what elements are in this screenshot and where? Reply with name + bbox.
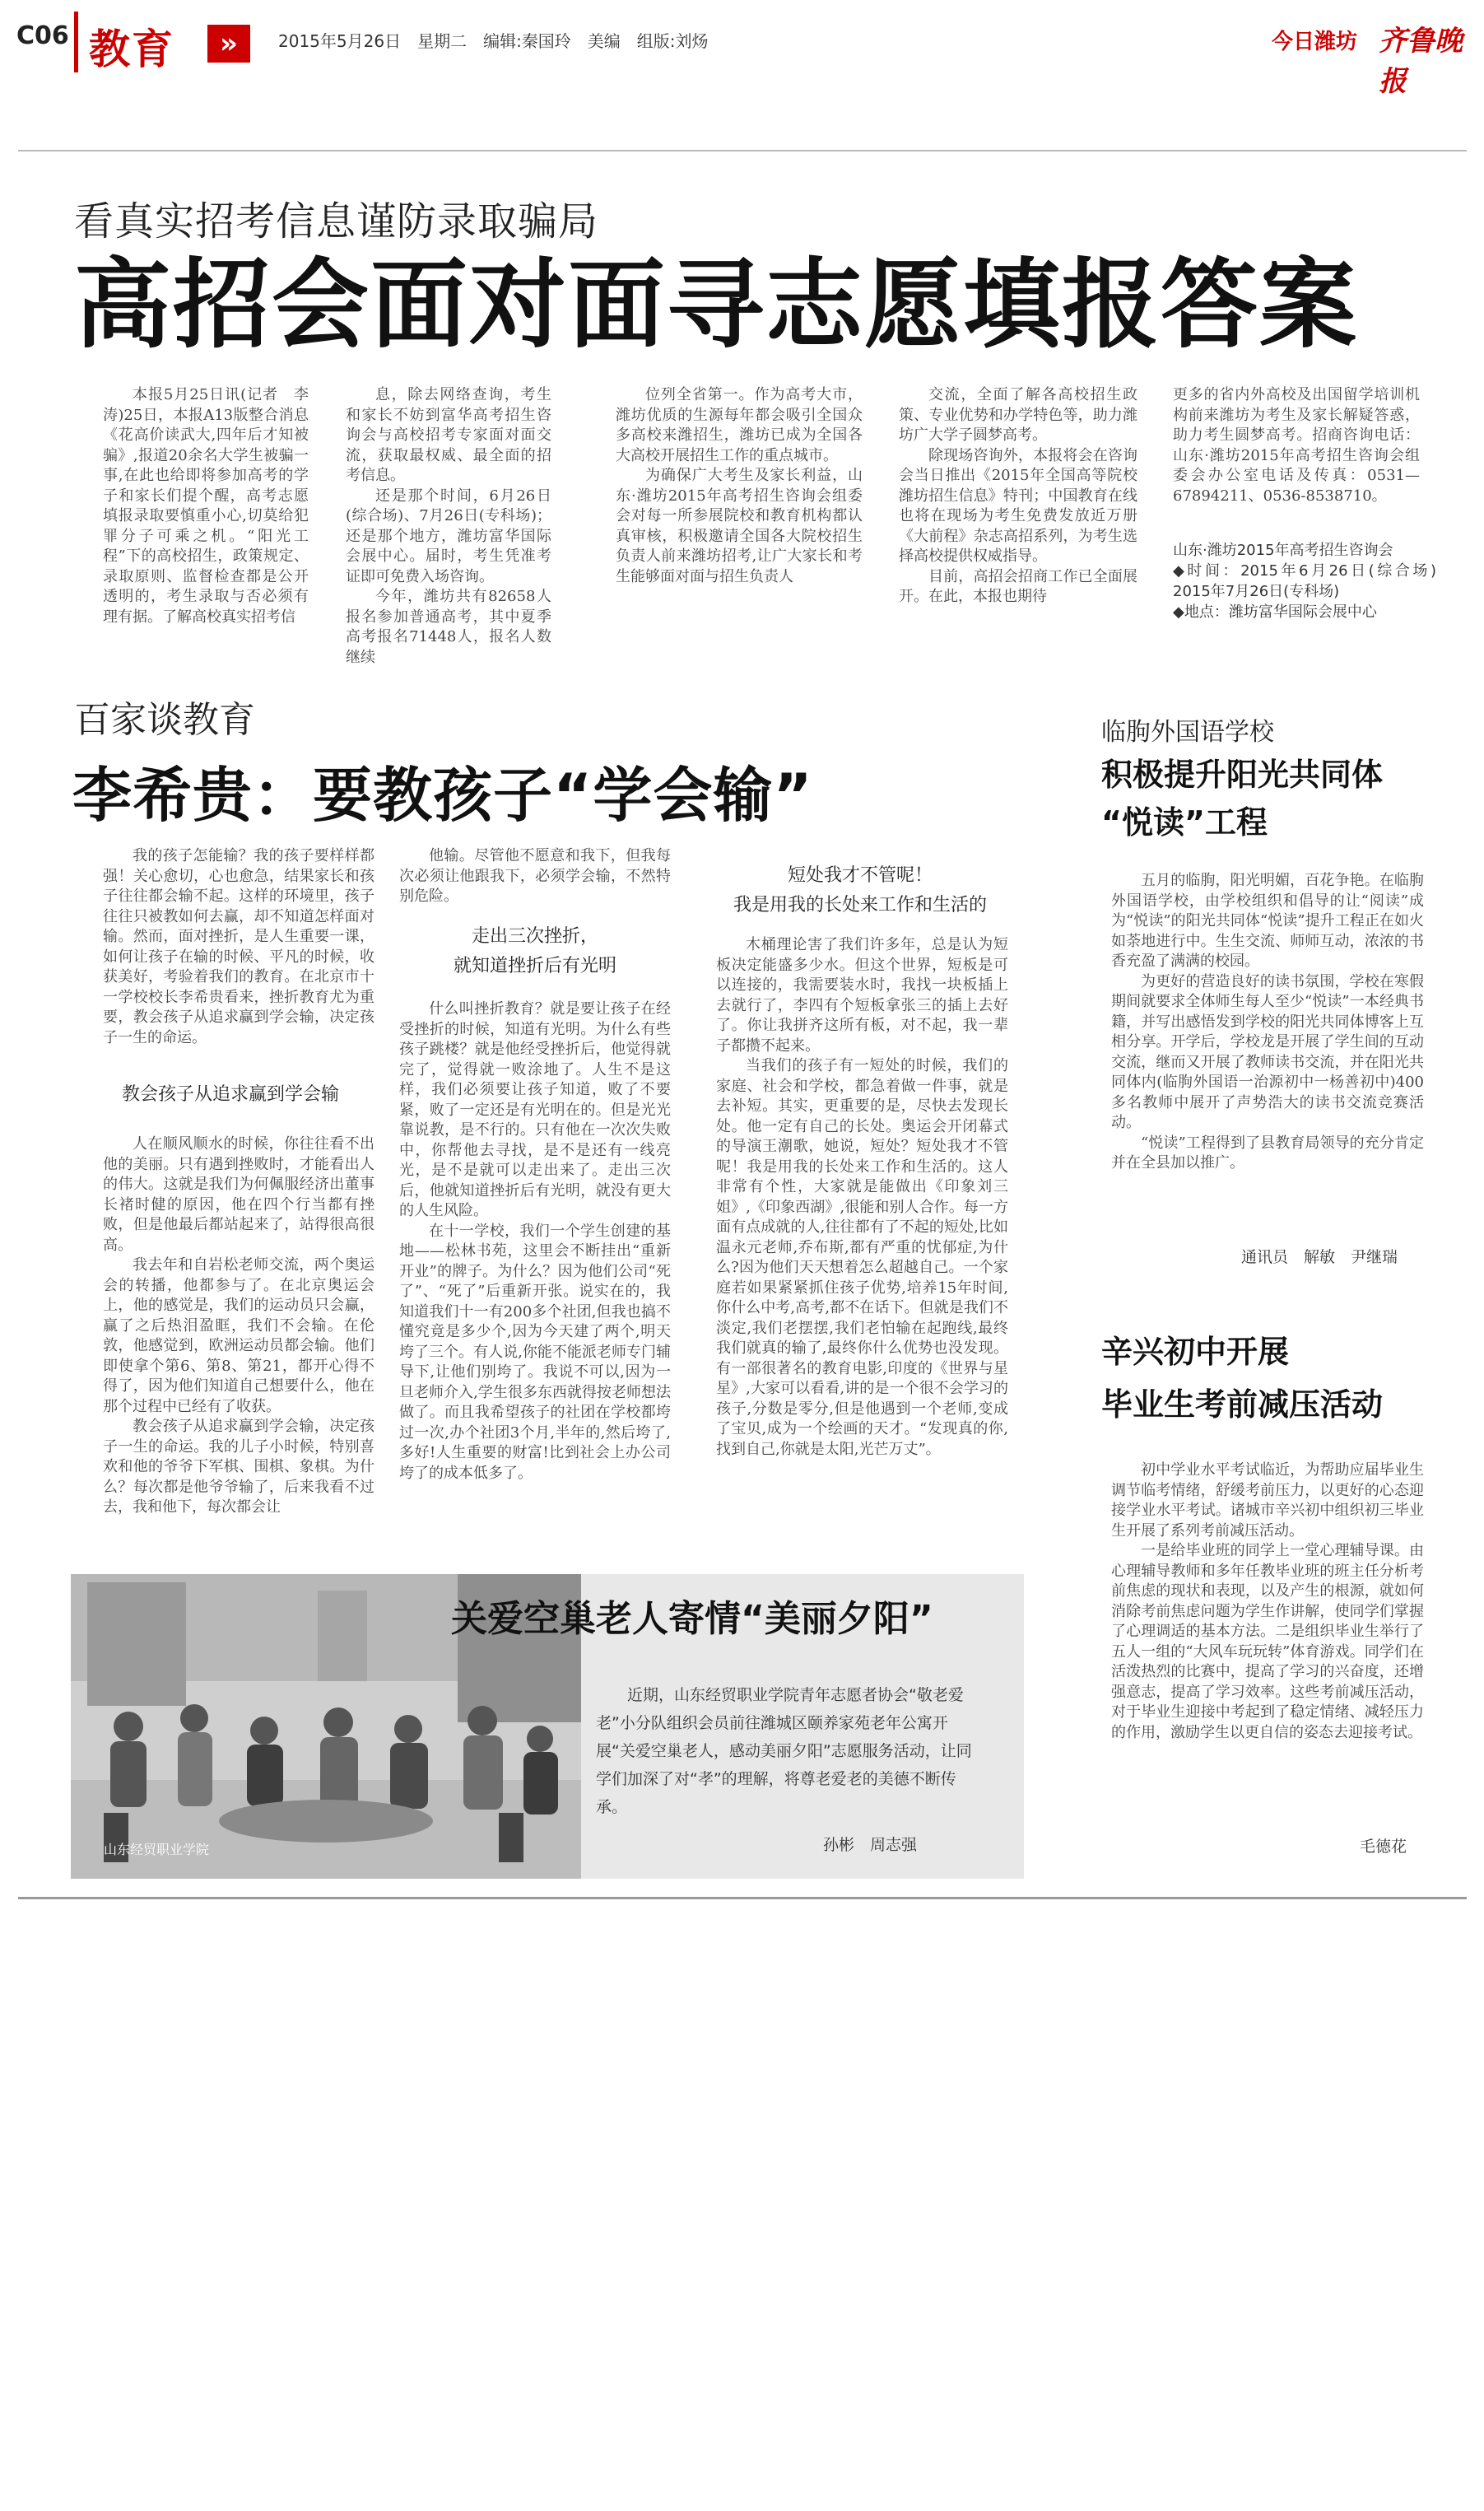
article2-subhead-2: 走出三次挫折， 就知道挫折后有光明 — [453, 926, 616, 976]
paragraph: 息，除去网络查询，考生和家长不妨到富华高考招生咨询会与高校招考专家面对面交流，获取最权威、最全面的招考信息。 — [346, 386, 551, 484]
event-info-time: ◆时间：2015年6月26日(综合场) 2015年7月26日(专科场) — [1173, 562, 1451, 600]
article2-col1-intro: 我的孩子怎能输？我的孩子要样样都强！关心愈切，心也愈急，结果家长和孩子往往都会输不起。这样的环境里，孩子往往只被教如何去赢，却不知道怎样面对输。然而，面对挫折，是人生重要一课，如何让孩子在输的时候、平凡的时候，收获美好，考验着我们的教育。在北京市十一学校校长李希贵看来，挫折教育尤为重要，教会孩子从追求赢到学会输，决定孩子一生的命运。 — [103, 847, 374, 1046]
right1-kicker: 临朐外国语学校 — [1101, 718, 1274, 747]
paragraph: 我去年和自岩松老师交流，两个奥运会的转播，他都参与了。在北京奥运会上，他的感觉是，我们的运动员只会赢，赢了之后热泪盈眶，我们不会输。在伦敦，他感觉到，欧洲运动员都会输。他们即使拿个第6、第8、第21，都开心得不得了，因为他们知道自己想要什么，他在那个过程中已经有了收获。 — [103, 1256, 374, 1415]
paragraph: 一是给毕业班的同学上一堂心理辅导课。由心理辅导教师和多年任教毕业班的班主任分析考前焦虑的现状和表现，以及产生的根源，就如何消除考前焦虑问题为学生作讲解，使同学们掌握了心理调适的基本方法。二是组织毕业生举行了五人一组的“大风车玩玩转”体育游戏。同学们在活泼热烈的比赛中，提高了学习的兴奋度，还增强意志，提高了学习效率。这些考前减压活动，对于毕业生迎接中考起到了稳定情绪、减轻压力的作用，激励学生以更自信的姿态去迎接考试。 — [1111, 1542, 1424, 1741]
paragraph: 为确保广大考生及家长利益，山东·潍坊2015年高考招生咨询会组委会对每一所参展院校和教育机构都认真审核，积极邀请全国各大院校招生负责人前来潍坊招考,让广大家长和考生能够面对面与招生负责人 — [616, 467, 863, 585]
photo-vest-text: 山东经贸职业学院 — [104, 1842, 210, 1857]
paragraph: 在十一学校，我们一个学生创建的基地——松林书苑，这里会不断挂出“重新开业”的牌子。为什么？因为他们公司“死了”、“死了”后重新开张。说实在的，我知道我们十一有200多个社团,但我也搞不懂究竟是多少个,因为今天建了两个,明天垮了三个。有人说,你能不能派老师专门辅导下,让他们别垮了。我说不可以,因为一旦老师介入,学生很多东西就得按老师想法做了。而且我希望孩子的社团在学校都垮过一次,办个社团3个月,半年的,然后垮了,多好!人生重要的财富!比到社会上办公司垮了的成本低多了。 — [399, 1222, 671, 1482]
event-info-box — [1173, 540, 1451, 655]
paragraph: 目前，高招会招商工作已全面展开。在此，本报也期待 — [899, 567, 1137, 605]
event-info-place: ◆地点：潍坊富华国际会展中心 — [1173, 603, 1377, 621]
section-arrow-icon: » — [207, 25, 250, 63]
header-divider — [74, 12, 78, 72]
article2-subhead-3: 短处我才不管呢！ 我是用我的长处来工作和生活的 — [733, 865, 987, 915]
paragraph: 今年，潍坊共有82658人报名参加普通高考，其中夏季高考报名71448人，报名人数继续 — [346, 588, 551, 666]
paragraph: 什么叫挫折教育？就是要让孩子在经受挫折的时候，知道有光明。为什么有些孩子跳楼？就是他经受挫折后，他觉得就完了，觉得就一败涂地了。人生不是这样，我们必须要让孩子知道，败了不要紧，败了一定还是有光明在的。但是光光靠说教，是不行的。只有他在一次次失败中，你帮他去寻找，是不是还有一线亮光，是不是就可以走出来了。走出三次后，他就知道挫折后有光明，就没有更大的人生风险。 — [399, 1000, 671, 1219]
paragraph: 初中学业水平考试临近，为帮助应届毕业生调节临考情绪，舒缓考前压力，以更好的心态迎接学业水平考试。诸城市辛兴初中组织初三毕业生开展了系列考前减压活动。 — [1111, 1461, 1424, 1540]
photo-credit: 孙彬 周志强 — [823, 1836, 918, 1854]
paragraph: 交流，全面了解各高校招生政策、专业优势和办学特色等，助力潍坊广大学子圆梦高考。 — [899, 386, 1137, 444]
lead-column-4 — [899, 385, 1137, 653]
lead-column-2 — [346, 385, 551, 666]
paragraph: 当我们的孩子有一短处的时候，我们的家庭、社会和学校，都急着做一件事，就是去补短。其实，更重要的是，尽快去发现长处。他一定有自己的长处。奥运会开闭幕式的导演王潮歌，她说，短处？短处我才不管呢！我是用我的长处来工作和生活的。这人非常有个性，大家就是能做出《印象刘三姐》,《印象西湖》,很能和别人合作。每一方面有点成就的人,往往都有了不起的短处,比如温永元老师,乔布斯,都有严重的忧郁症,为什么?因为他们天天想着怎么超越自己。一个家庭若如果紧紧抓住孩子优势,培养15年时间,你什么中考,高考,都不在话下。但就是我们不淡定,我们老摆摆,我们老怕输在起跑线,最终我们就真的输了,最终你什么优势也没发现。有一部很著名的教育电影,印度的《世界与星星》,大家可以看看,讲的是一个很不会学习的孩子,分数是零分,但是他遇到一个老师,变成了宝贝,成为一个绘画的天才。“发现真的你,找到自己,你就是太阳,光芒万丈”。 — [716, 1057, 1008, 1458]
article2-col1-body — [103, 1134, 374, 1564]
header-rule — [18, 150, 1467, 151]
right1-title: 积极提升阳光共同体 “悦读”工程 — [1101, 757, 1384, 841]
article2-title: 李希贵：要教孩子“学会输” — [72, 761, 813, 830]
photo-title: 关爱空巢老人寄情“美丽夕阳” — [451, 1598, 933, 1640]
article2-kicker: 百家谈教育 — [74, 699, 255, 741]
right2-body — [1111, 1460, 1424, 1846]
paragraph: 五月的临朐，阳光明媚，百花争艳。在临朐外国语学校，由学校组织和倡导的让“阅读”成为“悦读”的阳光共同体“悦读”提升工程正在如火如荼地进行中。生生交流、师师互动，浓浓的书香充盈了满满的校园。 — [1111, 872, 1424, 970]
article2-col2-body — [399, 999, 671, 1564]
lead-column-3 — [616, 385, 863, 653]
lead-kicker: 看真实招考信息谨防录取骗局 — [74, 198, 599, 245]
page-meta: 2015年5月26日 星期二 编辑:秦国玲 美编 组版:刘炀 — [278, 31, 709, 51]
paragraph: 为更好的营造良好的读书氛围，学校在寒假期间就要求全体师生每人至少“悦读”一本经典书籍，并写出感悟发到学校的阳光共同体博客上互相分享。开学后，学校龙是开展了学生间的互动交流，继而又开展了教师读书交流，并在阳光共同体内(临朐外国语一治源初中一杨善初中)400多名教师中展开了声势浩大的读书交流竞赛活动。 — [1111, 972, 1424, 1131]
article2-subhead-1: 教会孩子从追求赢到学会输 — [121, 1084, 339, 1105]
paragraph: “悦读”工程得到了县教育局领导的充分肯定并在全县加以推广。 — [1111, 1134, 1424, 1172]
article2-col3-body — [716, 935, 1008, 1564]
page-code: C06 — [16, 21, 69, 50]
lead-column-1: 本报5月25日讯(记者 李涛)25日，本报A13版整合消息《花高价读武大,四年后才知被骗》,报道20余名大学生被骗一事,在此也给即将参加高考的学子和家长们提个醒，高考志愿填报录取要慎重小心,切莫给犯罪分子可乘之机。“阳光工程”下的高校招生，政策规定、录取原则、监督检查都是公开透明的，考生录取与否必须有理有据。了解高校真实招考信 — [103, 386, 309, 626]
paper-logo: 齐鲁晚报 — [1379, 25, 1463, 98]
paragraph: 木桶理论害了我们许多年，总是认为短板决定能盛多少水。但这个世界，短板是可以连接的，我需要装水时，我找一块板插上去就行了，李四有个短板拿张三的插上去好了。你让我拼齐这所有板，对不起，我一辈子都攒不起来。 — [716, 936, 1008, 1055]
paragraph: 除现场咨询外，本报将会在咨询会当日推出《2015年全国高等院校潍坊招生信息》特刊；中国教育在线也将在现场为考生免费发放近万册《大前程》杂志高招系列，为考生选择高校提供权威指导。 — [899, 446, 1137, 565]
lead-column-5: 更多的省内外高校及出国留学培训机构前来潍坊为考生及家长解疑答惑，助力考生圆梦高考。招商咨询电话：山东·潍坊2015年高考招生咨询会组委会办公室电话及传真：0531—67894211、0536-8538710。 — [1173, 386, 1420, 505]
photo-caption: 近期，山东经贸职业学院青年志愿者协会“敬老爱老”小分队组织会员前往潍城区颐养家苑老年公寓开展“关爱空巢老人，感动美丽夕阳”志愿服务活动，让同学们加深了对“孝”的理解，将尊老爱老的美德不断传承。 — [596, 1686, 972, 1816]
right1-byline: 通讯员 解敏 尹继瑞 — [1241, 1248, 1398, 1266]
right1-body — [1111, 871, 1424, 1243]
right2-byline: 毛德花 — [1360, 1838, 1407, 1856]
paragraph: 教会孩子从追求赢到学会输，决定孩子一生的命运。我的儿子小时候，特别喜欢和他的爷爷下军棋、围棋、象棋。为什么？每次都是他爷爷输了，后来我看不过去，我和他下，每次都会让 — [103, 1418, 374, 1516]
today-weifang-label: 今日潍坊 — [1272, 30, 1358, 54]
paragraph: 人在顺风顺水的时候，你往往看不出他的美丽。只有遇到挫败时，才能看出人的伟大。这就是我们为何佩服经济出董事长褚时健的原因，他在四个行当都有挫败，但是他最后都站起来了，站得很高很高。 — [103, 1135, 374, 1254]
bottom-rule — [18, 1897, 1467, 1899]
event-info-title: 山东·潍坊2015年高考招生咨询会 — [1173, 542, 1393, 559]
paragraph: 还是那个时间，6月26日(综合场)、7月26日(专科场)；还是那个地方，潍坊富华国际会展中心。届时，考生凭准考证即可免费入场咨询。 — [346, 487, 551, 585]
article2-col2-intro: 他输。尽管他不愿意和我下，但我每次必须让他跟我下，必须学会输，不然特别危险。 — [399, 847, 671, 905]
paragraph: 位列全省第一。作为高考大市，潍坊优质的生源每年都会吸引全国众多高校来潍招生，潍坊已成为全国各大高校开展招生工作的重点城市。 — [616, 386, 863, 464]
lead-title: 高招会面对面寻志愿填报答案 — [74, 248, 1359, 361]
section-title: 教育 — [89, 26, 174, 73]
right2-title: 辛兴初中开展 毕业生考前减压活动 — [1101, 1334, 1384, 1423]
